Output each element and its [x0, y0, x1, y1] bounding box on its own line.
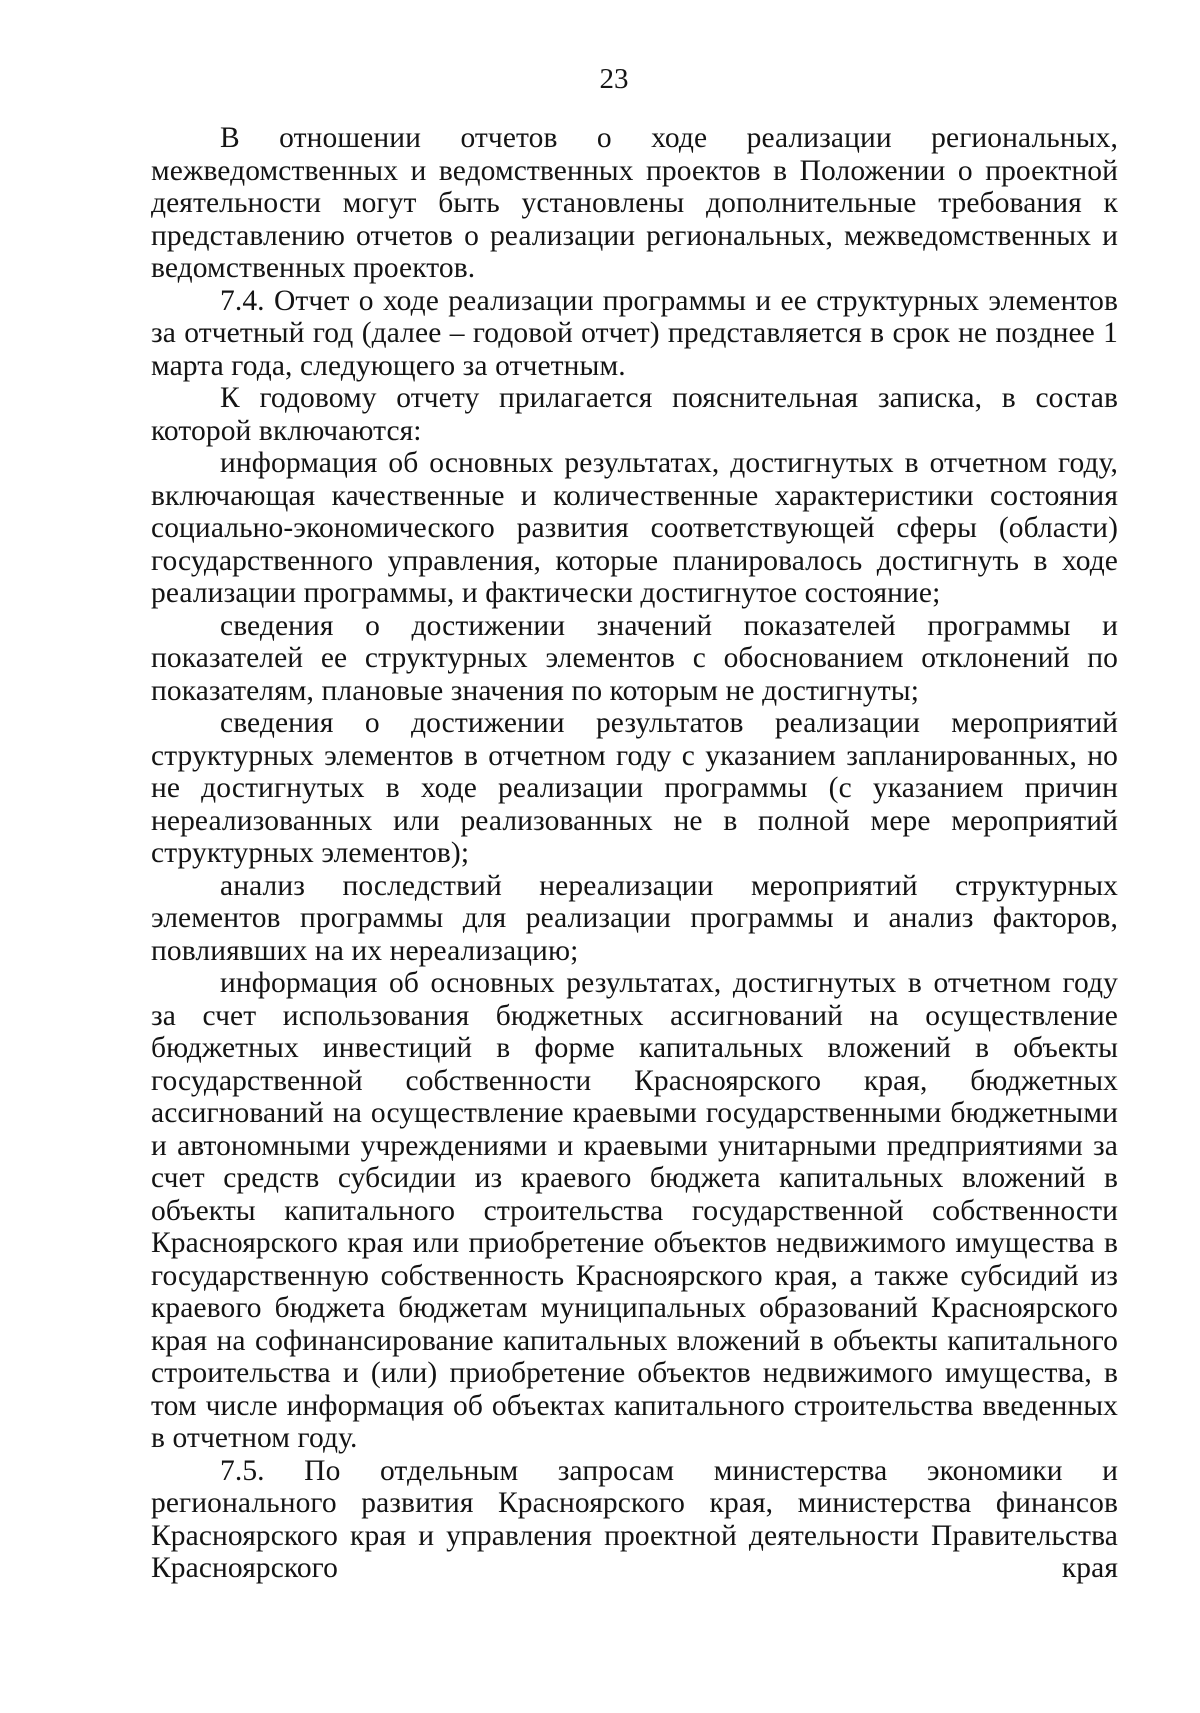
paragraph-activity-results: сведения о достижении результатов реализации мероприятий структурных элементов в отчетном году с указанием запланированных, но не достигнутых в ходе реализации программы (с указанием причин нереализованных или реализованных не в полной мере мероприятий структурных элементов); [151, 707, 1118, 869]
paragraph-main-results: информация об основных результатах, достигнутых в отчетном году, включающая качественные и количественные характеристики состояния социально-экономического развития соответствующей сферы (области) государственного управления, которые планировалось достигнуть в ходе реализации программы, и фактически достигнутое состояние; [151, 447, 1118, 609]
paragraph-explanatory-note: К годовому отчету прилагается пояснительная записка, в состав которой включаются: [151, 382, 1118, 447]
paragraph-budget-investments: информация об основных результатах, достигнутых в отчетном году за счет использования бюджетных ассигнований на осуществление бюджетных инвестиций в форме капитальных вложений в объекты государственной собственности Красноярского края, бюджетных ассигнований на осуществление краевыми государственными бюджетными и автономными учреждениями и краевыми унитарными предприятиями за счет средств субсидии из краевого бюджета капитальных вложений в объекты капитального строительства государственной собственности Красноярского края или приобретение объектов недвижимого имущества в государственную собственность Красноярского края, а также субсидий из краевого бюджета бюджетам муниципальных образований Красноярского края на софинансирование капитальных вложений в объекты капитального строительства и (или) приобретение объектов недвижимого имущества, в том числе информация об объектах капитального строительства введенных в отчетном году. [151, 967, 1118, 1454]
paragraph-7-4-annual-report: 7.4. Отчет о ходе реализации программы и ее структурных элементов за отчетный год (далее – годовой отчет) представляется в срок не позднее 1 марта года, следующего за отчетным. [151, 284, 1118, 382]
paragraph-7-5-requests: 7.5. По отдельным запросам министерства экономики и регионального развития Красноярского края, министерства финансов Красноярского края и управления проектной деятельности Правительства Красноярского края [151, 1454, 1118, 1584]
paragraph-indicators: сведения о достижении значений показателей программы и показателей ее структурных элементов с обоснованием отклонений по показателям, плановые значения по которым не достигнуты; [151, 609, 1118, 707]
document-body [151, 122, 1118, 1585]
paragraph-consequences-analysis: анализ последствий нереализации мероприятий структурных элементов программы для реализации программы и анализ факторов, повлиявших на их нереализацию; [151, 869, 1118, 967]
page-number: 23 [599, 63, 629, 95]
paragraph-reporting-requirements: В отношении отчетов о ходе реализации региональных, межведомственных и ведомственных проектов в Положении о проектной деятельности могут быть установлены дополнительные требования к представлению отчетов о реализации региональных, межведомственных и ведомственных проектов. [151, 122, 1118, 284]
